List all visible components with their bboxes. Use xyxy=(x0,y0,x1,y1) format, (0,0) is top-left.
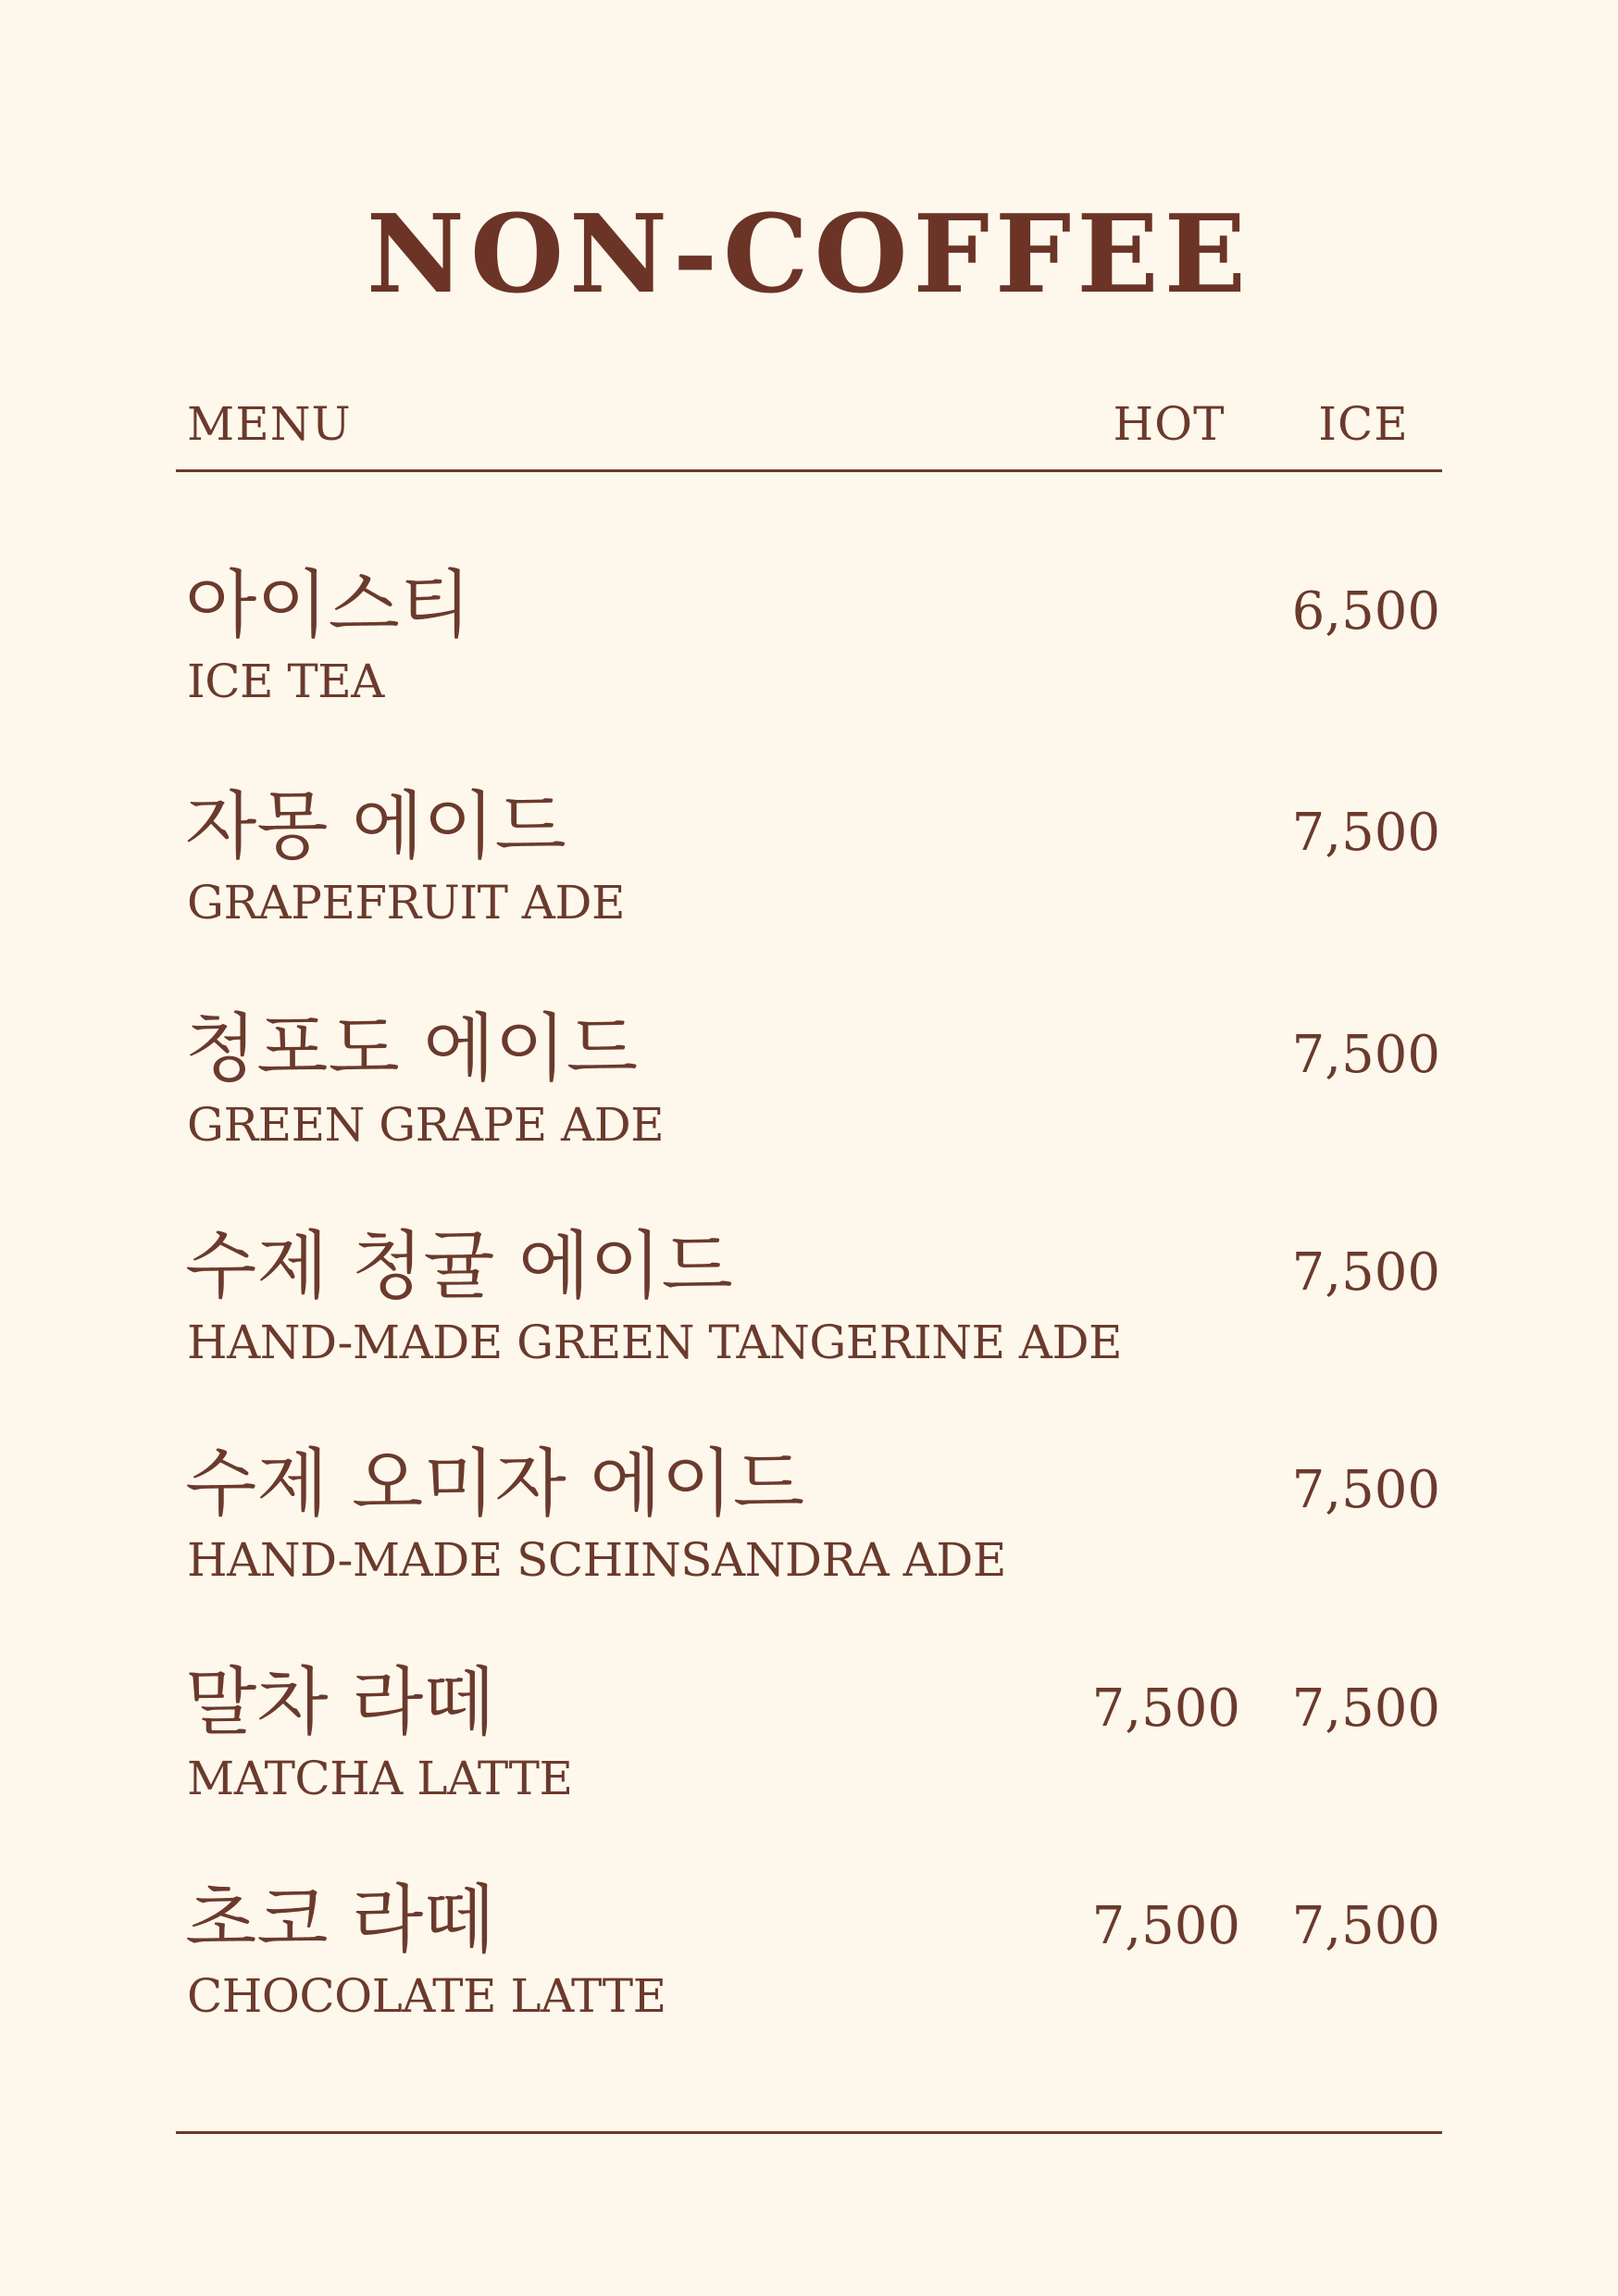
menu-item xyxy=(0,1656,1618,1841)
menu-item xyxy=(0,780,1618,966)
column-header-hot: HOT xyxy=(1113,397,1226,451)
page-title: NON-COFFEE xyxy=(366,192,1252,318)
footer-divider xyxy=(176,2131,1442,2134)
column-header-ice: ICE xyxy=(1318,397,1409,451)
item-price-ice: 6,500 xyxy=(1291,581,1440,642)
menu-item xyxy=(0,1438,1618,1623)
item-price-hot: 7,500 xyxy=(1091,1896,1240,1956)
column-header-menu: MENU xyxy=(187,397,352,451)
item-price-ice: 7,500 xyxy=(1291,803,1440,863)
item-price-ice: 7,500 xyxy=(1291,1025,1440,1085)
item-name-english: GREEN GRAPE ADE xyxy=(187,1098,665,1152)
item-name-english: HAND-MADE SCHINSANDRA ADE xyxy=(187,1533,1006,1587)
item-price-hot: 7,500 xyxy=(1091,1678,1240,1739)
item-name-english: CHOCOLATE LATTE xyxy=(187,1969,666,2023)
item-price-ice: 7,500 xyxy=(1291,1242,1440,1303)
item-name-korean: 말차 라떼 xyxy=(185,1659,495,1745)
menu-item xyxy=(0,559,1618,744)
item-name-english: HAND-MADE GREEN TANGERINE ADE xyxy=(187,1316,1123,1369)
item-name-korean: 청포도 에이드 xyxy=(185,1005,639,1092)
item-name-english: GRAPEFRUIT ADE xyxy=(187,876,626,930)
menu-item xyxy=(0,1874,1618,2059)
item-price-ice: 7,500 xyxy=(1291,1896,1440,1956)
menu-item xyxy=(0,1003,1618,1188)
item-name-korean: 자몽 에이드 xyxy=(185,783,566,869)
menu-item xyxy=(0,1220,1618,1405)
item-name-korean: 아이스티 xyxy=(185,562,472,648)
item-price-ice: 7,500 xyxy=(1291,1460,1440,1520)
item-name-korean: 수제 청귤 에이드 xyxy=(185,1223,733,1309)
item-price-ice: 7,500 xyxy=(1291,1678,1440,1739)
item-name-english: MATCHA LATTE xyxy=(187,1752,573,1805)
item-name-korean: 초코 라떼 xyxy=(185,1877,495,1963)
item-name-korean: 수제 오미자 에이드 xyxy=(185,1441,805,1527)
item-name-english: ICE TEA xyxy=(187,655,384,708)
